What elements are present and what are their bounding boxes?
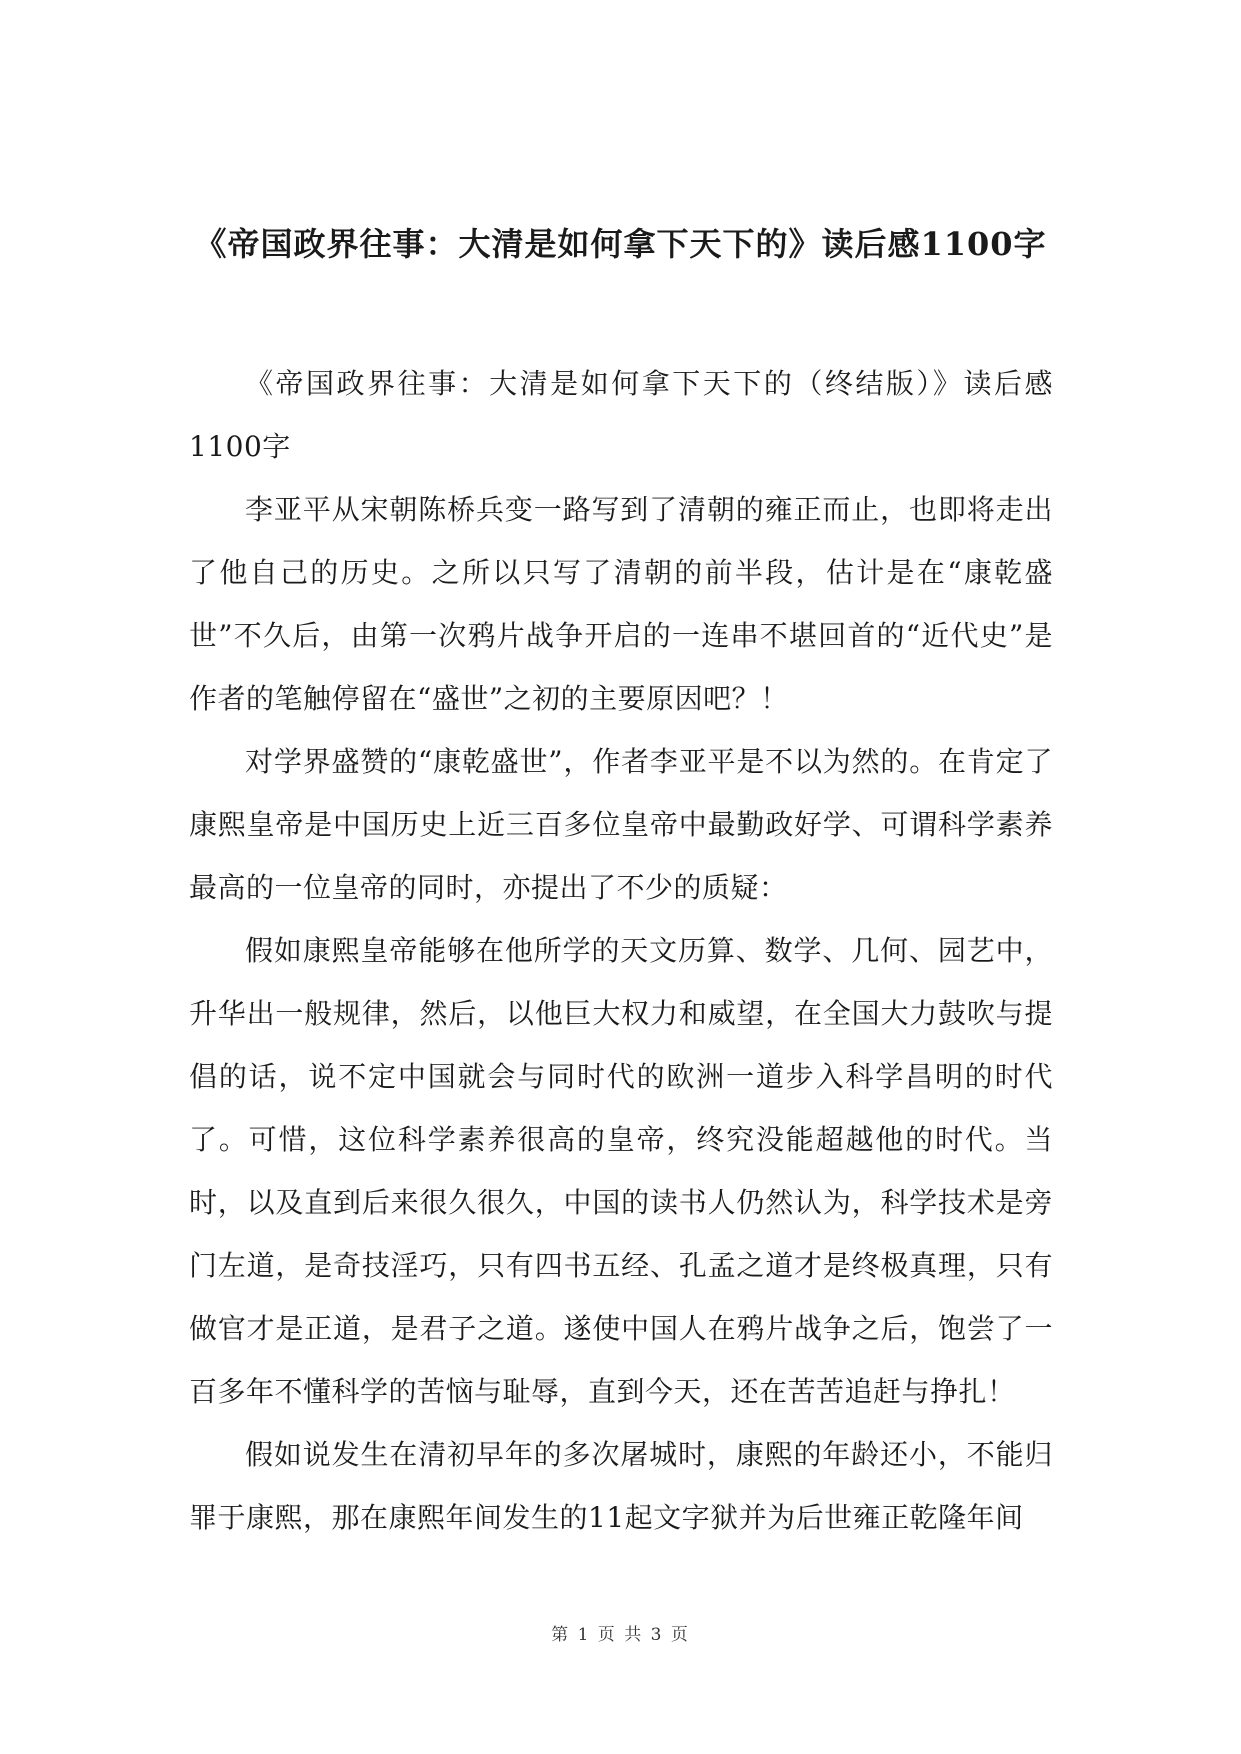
document-title: 《帝国政界往事：大清是如何拿下天下的》读后感1100字 (194, 225, 1047, 263)
paragraph: 假如康熙皇帝能够在他所学的天文历算、数学、几何、园艺中，升华出一般规律，然后，以他巨大权力和威望，在全国大力鼓吹与提倡的话，说不定中国就会与同时代的欧洲一道步入科学昌明的时代了。可惜，这位科学素养很高的皇帝，终究没能超越他的时代。当时，以及直到后来很久很久，中国的读书人仍然认为，科学技术是旁门左道，是奇技淫巧，只有四书五经、孔孟之道才是终极真理，只有做官才是正道，是君子之道。遂使中国人在鸦片战争之后，饱尝了一百多年不懂科学的苦恼与耻辱，直到今天，还在苦苦追赶与挣扎！ (189, 934, 1053, 1408)
document-body (189, 352, 1053, 1549)
paragraph: 李亚平从宋朝陈桥兵变一路写到了清朝的雍正而止，也即将走出了他自己的历史。之所以只写了清朝的前半段，估计是在“康乾盛世”不久后，由第一次鸦片战争开启的一连串不堪回首的“近代史”是作者的笔触停留在“盛世”之初的主要原因吧？！ (189, 493, 1053, 715)
page-footer: 第 1 页 共 3 页 (551, 1625, 690, 1645)
paragraph: 对学界盛赞的“康乾盛世”，作者李亚平是不以为然的。在肯定了康熙皇帝是中国历史上近三百多位皇帝中最勤政好学、可谓科学素养最高的一位皇帝的同时，亦提出了不少的质疑： (189, 745, 1053, 904)
paragraph: 假如说发生在清初早年的多次屠城时，康熙的年龄还小，不能归罪于康熙，那在康熙年间发生的11起文字狱并为后世雍正乾隆年间 (189, 1438, 1053, 1534)
paragraph: 《帝国政界往事：大清是如何拿下天下的（终结版）》读后感1100字 (189, 367, 1053, 463)
